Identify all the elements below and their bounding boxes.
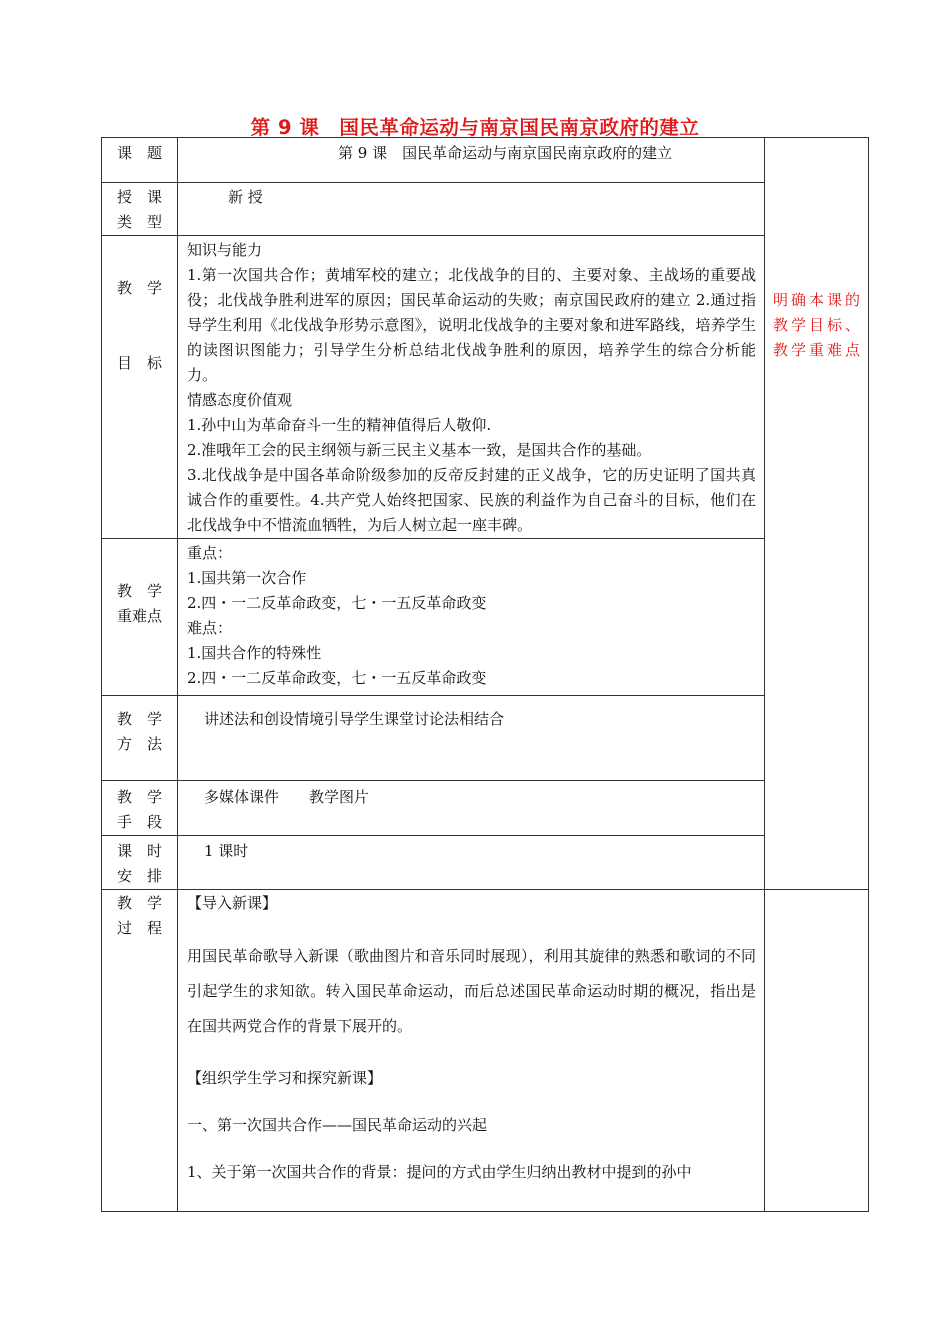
goals-content xyxy=(178,236,765,539)
type-label-line2: 类 型 xyxy=(116,213,162,231)
goals-label-line1: 教 学 xyxy=(116,279,162,297)
goals-line: 2.准哦年工会的民主纲领与新三民主义基本一致，是国共合作的基础。 xyxy=(187,441,652,459)
time-label-line2: 安 排 xyxy=(116,867,162,885)
row-type xyxy=(102,183,869,236)
method-label xyxy=(102,696,178,781)
type-value: 新 授 xyxy=(178,183,765,236)
key-label-line1: 教 学 xyxy=(116,582,162,600)
goals-line: 1.第一次国共合作；黄埔军校的建立；北伐战争的目的、主要对象、主战场的重要战役；北伐战争胜利进军的原因；国民革命运动的失败；南京国民政府的建立 2.通过指导学生利用《北伐战争形势示意图》，说明北伐战争的主要对象和进军路线，培养学生的读图识图能力；引导学生分析总结北伐战争胜利的原因，培养学生的综合分析能力。 xyxy=(187,266,756,384)
key-content xyxy=(178,539,765,696)
row-topic xyxy=(102,138,869,183)
means-label-line1: 教 学 xyxy=(116,788,162,806)
row-means xyxy=(102,781,869,836)
goals-label-line2: 目 标 xyxy=(116,354,162,372)
time-value: 1 课时 xyxy=(178,836,765,890)
method-label-line2: 方 法 xyxy=(116,735,162,753)
method-label-line1: 教 学 xyxy=(116,710,162,728)
row-process xyxy=(102,890,869,1212)
process-heading-intro: 【导入新课】 xyxy=(187,894,278,912)
side-empty-cell xyxy=(765,890,869,1212)
type-label-line1: 授 课 xyxy=(116,188,162,206)
process-label-line1: 教 学 xyxy=(116,894,162,912)
time-label-line1: 课 时 xyxy=(116,842,162,860)
row-time xyxy=(102,836,869,890)
process-paragraph: 用国民革命歌导入新课（歌曲图片和音乐同时展现），利用其旋律的熟悉和歌词的不同引起学生的求知欲。转入国民革命运动，而后总述国民革命运动时期的概况，指出是在国共两党合作的背景下展开的。 xyxy=(187,947,756,1035)
time-label xyxy=(102,836,178,890)
key-line: 2.四・一二反革命政变，七・一五反革命政变 xyxy=(187,669,487,687)
row-goals xyxy=(102,236,869,539)
key-line: 难点： xyxy=(187,619,233,637)
topic-value: 第 9 课 国民革命运动与南京国民南京政府的建立 xyxy=(178,138,765,183)
key-line: 1.国共合作的特殊性 xyxy=(187,644,322,662)
goals-line: 情感态度价值观 xyxy=(187,391,293,409)
means-label xyxy=(102,781,178,836)
process-heading-study: 【组织学生学习和探究新课】 xyxy=(187,1069,383,1087)
key-line: 重点： xyxy=(187,544,233,562)
key-label xyxy=(102,539,178,696)
key-line: 2.四・一二反革命政变，七・一五反革命政变 xyxy=(187,594,487,612)
means-label-line2: 手 段 xyxy=(116,813,162,831)
method-value: 讲述法和创设情境引导学生课堂讨论法相结合 xyxy=(178,696,765,781)
key-label-line2: 重难点 xyxy=(116,607,162,625)
process-section-heading: 一、第一次国共合作——国民革命运动的兴起 xyxy=(187,1116,488,1134)
process-label xyxy=(102,890,178,1212)
row-key-points xyxy=(102,539,869,696)
goals-line: 知识与能力 xyxy=(187,241,263,259)
process-content xyxy=(178,890,765,1212)
process-paragraph: 1、关于第一次国共合作的背景：提问的方式由学生归纳出教材中提到的孙中 xyxy=(187,1163,692,1181)
page-title: 第 9 课 国民革命运动与南京国民南京政府的建立 xyxy=(250,116,700,139)
means-value: 多媒体课件 教学图片 xyxy=(178,781,765,836)
topic-label: 课 题 xyxy=(102,138,178,183)
goals-label xyxy=(102,236,178,539)
lesson-plan-table xyxy=(101,137,869,1212)
row-method xyxy=(102,696,869,781)
side-note: 明确本课的教学目标、教学重难点 xyxy=(765,138,869,890)
goals-line: 1.孙中山为革命奋斗一生的精神值得后人敬仰. xyxy=(187,416,492,434)
goals-line: 3.北伐战争是中国各革命阶级参加的反帝反封建的正义战争，它的历史证明了国共真诚合作的重要性。4.共产党人始终把国家、民族的利益作为自己奋斗的目标，他们在北伐战争中不惜流血牺牲，为后人树立起一座丰碑。 xyxy=(187,466,756,534)
process-label-line2: 过 程 xyxy=(116,919,162,937)
key-line: 1.国共第一次合作 xyxy=(187,569,307,587)
type-label xyxy=(102,183,178,236)
